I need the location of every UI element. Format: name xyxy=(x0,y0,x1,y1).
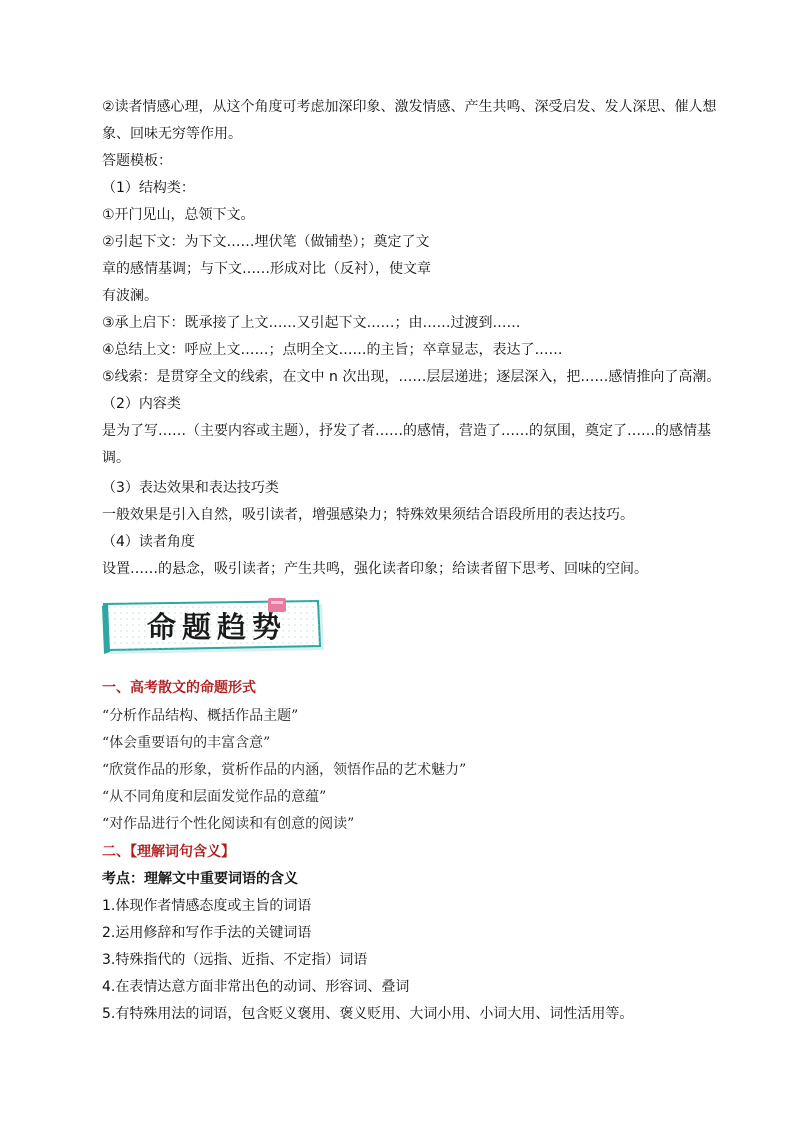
section-2-item: 3.特殊指代的（远指、近指、不定指）词语 xyxy=(102,952,368,968)
section-1-item: “体会重要语句的丰富含意” xyxy=(102,735,271,751)
content-heading: （2）内容类 xyxy=(102,396,181,412)
structure-item-2c: 有波澜。 xyxy=(102,288,158,304)
section-2-kaodian: 考点：理解文中重要词语的含义 xyxy=(102,871,298,887)
section-2-item: 5.有特殊用法的词语，包含贬义褒用、褒义贬用、大词小用、小词大用、词性活用等。 xyxy=(102,1006,634,1022)
section-1-item: “对作品进行个性化阅读和有创意的阅读” xyxy=(102,816,355,832)
reader-psych-line-1: ②读者情感心理，从这个角度可考虑加深印象、激发情感、产生共鸣、深受启发、发人深思、催人想 xyxy=(102,99,717,115)
expression-line-1: 一般效果是引入自然，吸引读者，增强感染力；特殊效果须结合语段所用的表达技巧。 xyxy=(102,507,634,523)
content-line-1: 是为了写……（主要内容或主题），抒发了者……的感情，营造了……的氛围，奠定了……的感情基 xyxy=(102,423,711,439)
reader-angle-heading: （4）读者角度 xyxy=(102,534,195,550)
section-1-item: “分析作品结构、概括作品主题” xyxy=(102,708,299,724)
banner-title: 命题趋势 xyxy=(146,610,287,644)
section-1-item: “从不同角度和层面发觉作品的意蕴” xyxy=(102,789,327,805)
expression-heading: （3）表达效果和表达技巧类 xyxy=(102,480,279,496)
structure-item-4: ④总结上文：呼应上文……；点明全文……的主旨；卒章显志，表达了…… xyxy=(102,342,563,358)
section-2-heading: 二、【理解词句含义】 xyxy=(102,844,235,860)
section-banner xyxy=(100,598,328,656)
structure-heading: （1）结构类： xyxy=(102,180,195,196)
structure-item-2a: ②引起下文：为下文……埋伏笔（做铺垫）；奠定了文 xyxy=(102,234,430,250)
structure-item-3: ③承上启下：既承接了上文……又引起下文……；由……过渡到…… xyxy=(102,315,521,331)
section-2-item: 4.在表情达意方面非常出色的动词、形容词、叠词 xyxy=(102,979,410,995)
reader-psych-line-2: 象、回味无穷等作用。 xyxy=(102,126,242,142)
reader-angle-line-1: 设置……的悬念，吸引读者；产生共鸣，强化读者印象；给读者留下思考、回味的空间。 xyxy=(102,561,648,577)
structure-item-2b: 章的感情基调；与下文……形成对比（反衬），使文章 xyxy=(102,261,431,277)
content-line-2: 调。 xyxy=(102,450,130,466)
structure-item-1: ①开门见山，总领下文。 xyxy=(102,207,255,223)
section-1-item: “欣赏作品的形象，赏析作品的内涵，领悟作品的艺术魅力” xyxy=(102,762,467,778)
template-label: 答题模板： xyxy=(102,153,172,169)
section-1-heading: 一、高考散文的命题形式 xyxy=(102,680,256,696)
section-2-item: 2.运用修辞和写作手法的关键词语 xyxy=(102,925,312,941)
structure-item-5: ⑤线索：是贯穿全文的线索，在文中 n 次出现，……层层递进；逐层深入，把……感情推向了高潮。 xyxy=(102,369,721,385)
section-2-item: 1.体现作者情感态度或主旨的词语 xyxy=(102,898,312,914)
